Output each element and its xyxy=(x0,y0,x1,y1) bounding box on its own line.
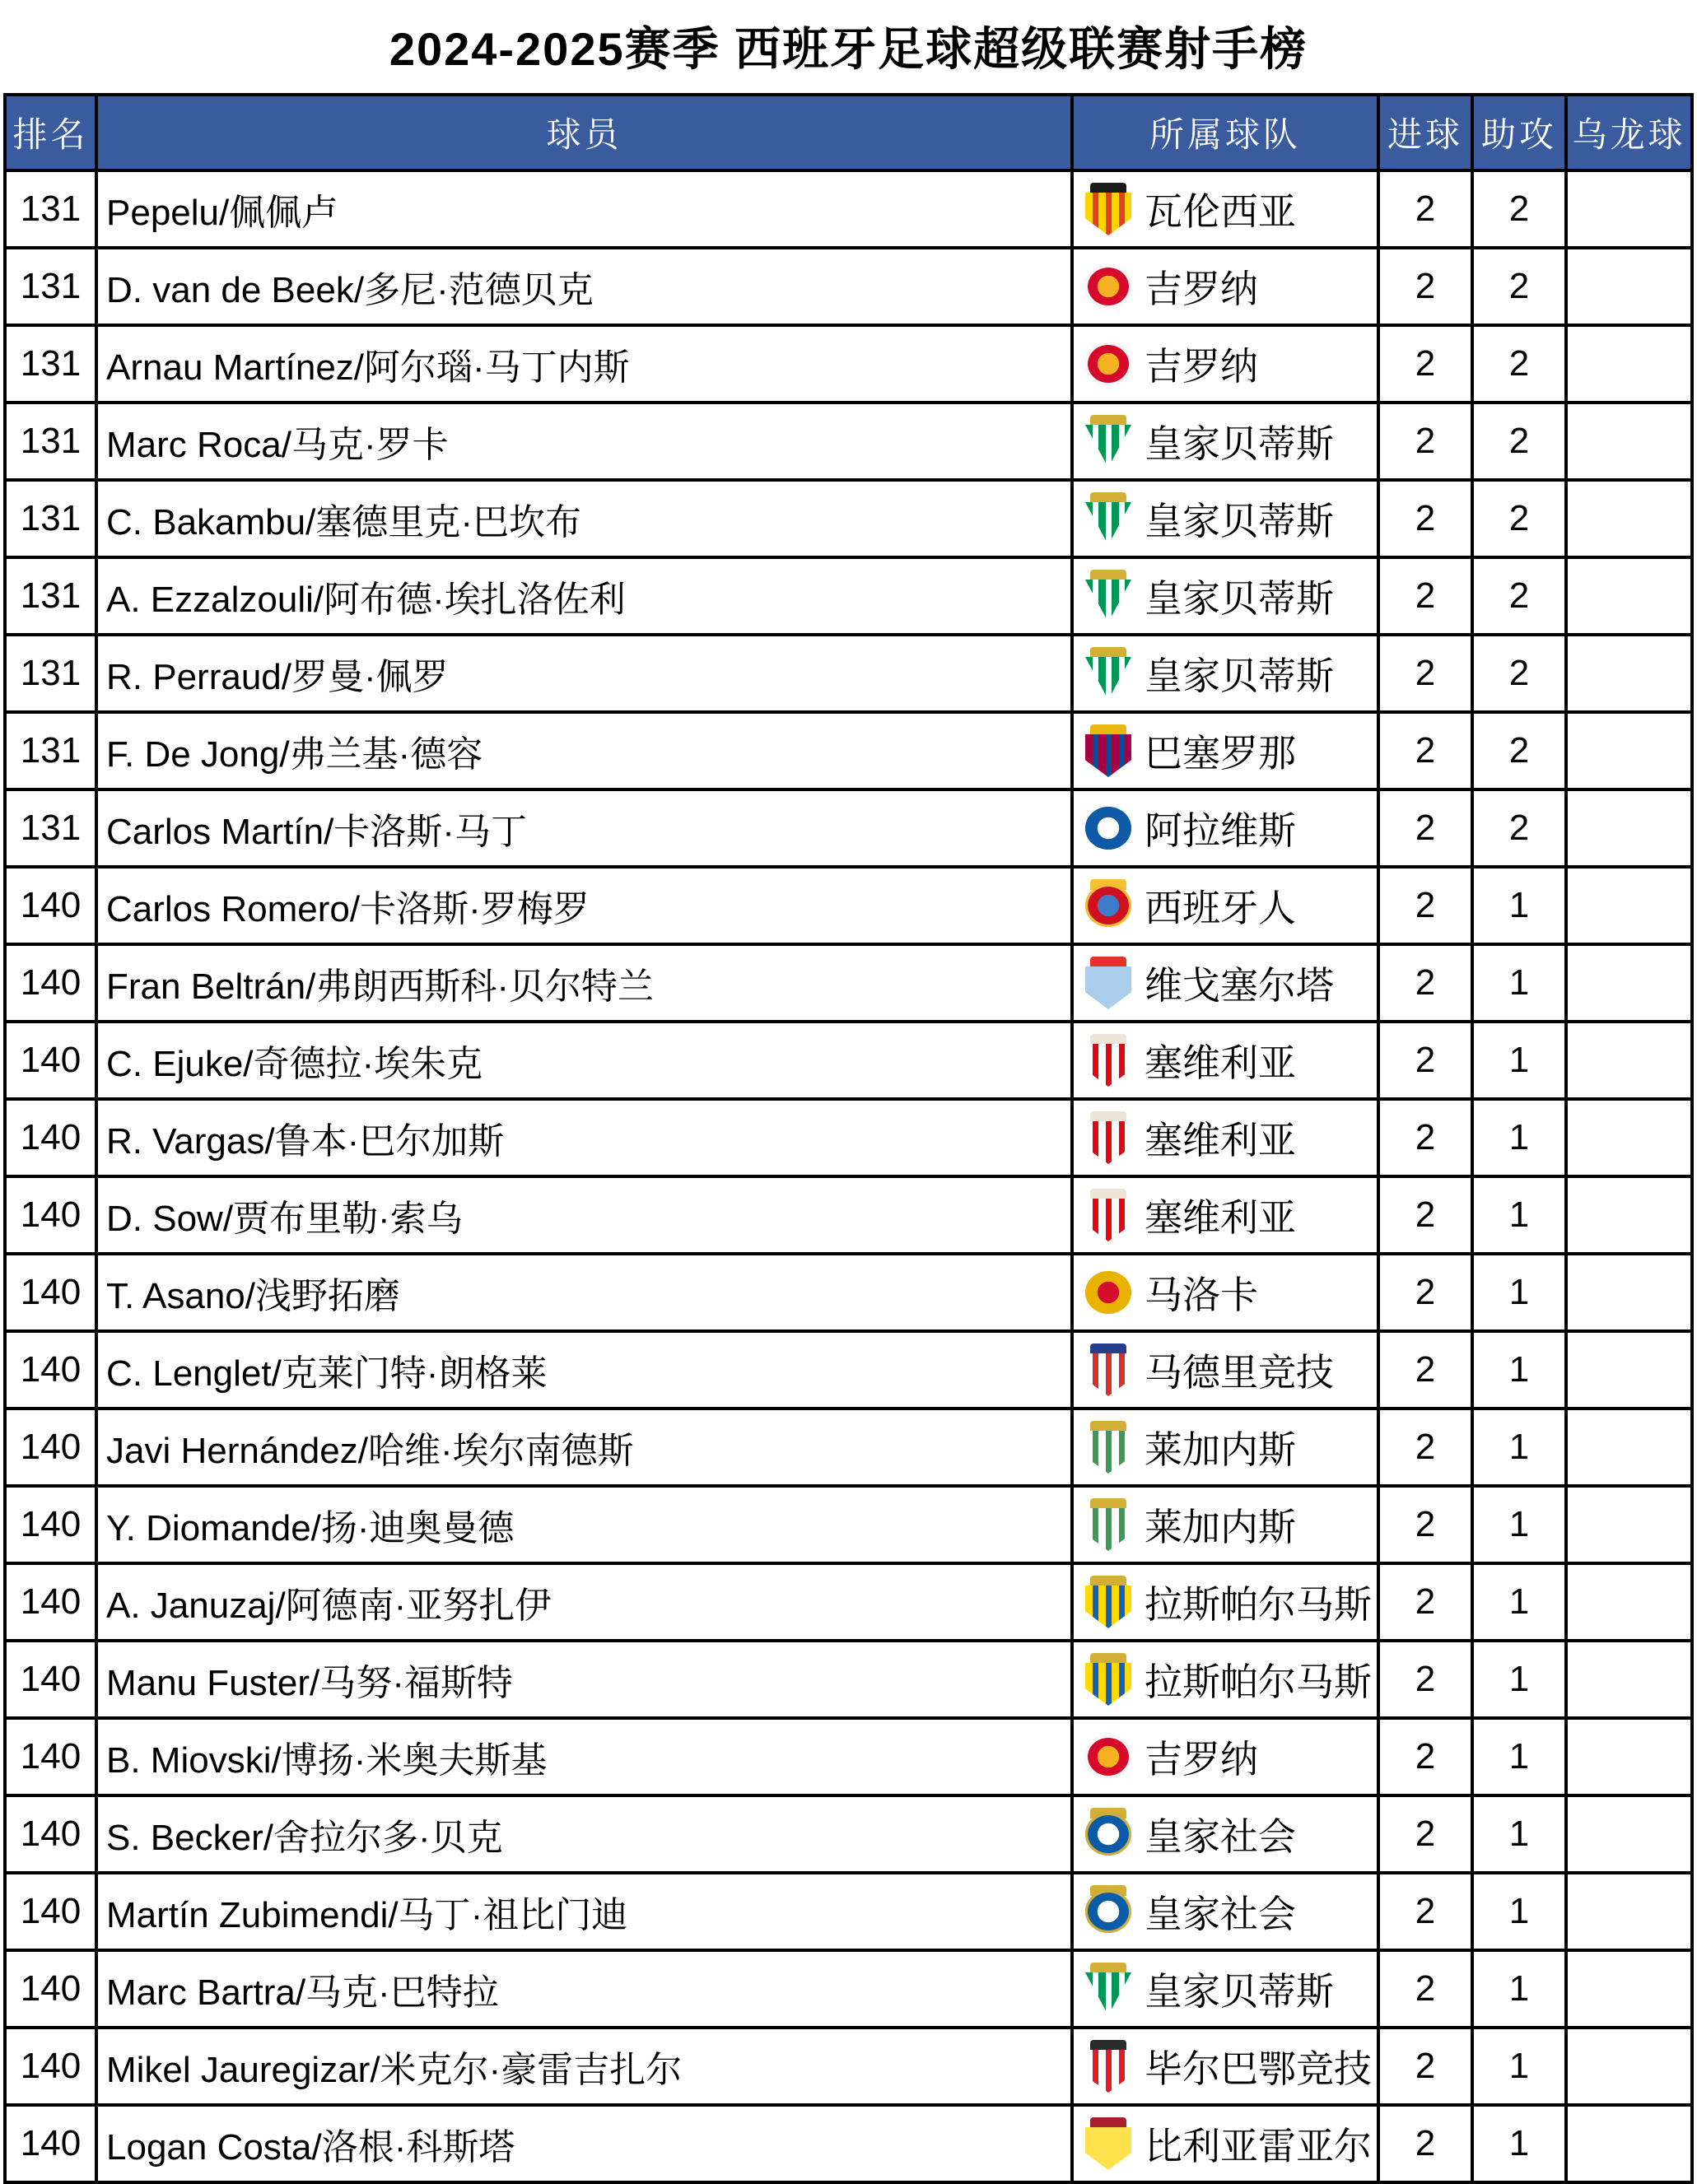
team-cell xyxy=(1074,1023,1380,1097)
assists-cell: 1 xyxy=(1474,1874,1568,1949)
own-goals-cell xyxy=(1568,1720,1690,1794)
table-row xyxy=(7,478,1690,556)
table-row xyxy=(7,710,1690,788)
goals-cell: 2 xyxy=(1380,249,1474,324)
own-goals-cell xyxy=(1568,1565,1690,1639)
team-name: 皇家社会 xyxy=(1145,1815,1296,1858)
sevilla-badge-icon xyxy=(1085,1111,1131,1164)
rank-cell: 131 xyxy=(7,482,98,556)
team-cell xyxy=(1074,636,1380,710)
own-goals-cell xyxy=(1568,636,1690,710)
own-goals-cell xyxy=(1568,2029,1690,2103)
team-name: 吉罗纳 xyxy=(1145,268,1258,310)
goals-cell: 2 xyxy=(1380,1797,1474,1871)
rank-cell: 140 xyxy=(7,1720,98,1794)
assists-cell: 1 xyxy=(1474,2107,1568,2181)
assists-cell: 1 xyxy=(1474,1565,1568,1639)
team-cell xyxy=(1074,404,1380,478)
goals-cell: 2 xyxy=(1380,791,1474,865)
goals-cell: 2 xyxy=(1380,1720,1474,1794)
player-cell: R. Perraud/罗曼·佩罗 xyxy=(98,636,1074,710)
team-name: 马德里竞技 xyxy=(1145,1351,1334,1394)
betis-badge-icon xyxy=(1085,492,1131,545)
assists-cell: 2 xyxy=(1474,404,1568,478)
team-cell xyxy=(1074,1565,1380,1639)
team-cell xyxy=(1074,482,1380,556)
leganes-badge-icon xyxy=(1085,1498,1131,1551)
rank-cell: 140 xyxy=(7,1874,98,1949)
player-cell: C. Bakambu/塞德里克·巴坎布 xyxy=(98,482,1074,556)
team-cell xyxy=(1074,1952,1380,2026)
celta-badge-icon xyxy=(1085,957,1131,1009)
table-row xyxy=(7,1329,1690,1407)
rank-cell: 131 xyxy=(7,327,98,401)
table-row xyxy=(7,1871,1690,1949)
player-cell: D. van de Beek/多尼·范德贝克 xyxy=(98,249,1074,324)
goals-cell: 2 xyxy=(1380,946,1474,1020)
assists-cell: 1 xyxy=(1474,1178,1568,1252)
team-cell xyxy=(1074,1101,1380,1175)
player-cell: A. Januzaj/阿德南·亚努扎伊 xyxy=(98,1565,1074,1639)
own-goals-cell xyxy=(1568,559,1690,633)
table-row xyxy=(7,2026,1690,2103)
goals-cell: 2 xyxy=(1380,172,1474,246)
team-name: 皇家贝蒂斯 xyxy=(1145,577,1334,620)
goals-cell: 2 xyxy=(1380,1565,1474,1639)
own-goals-cell xyxy=(1568,1488,1690,1562)
rank-cell: 131 xyxy=(7,791,98,865)
page-title: 2024-2025赛季 西班牙足球超级联赛射手榜 xyxy=(389,23,1308,75)
table-row xyxy=(7,556,1690,633)
own-goals-cell xyxy=(1568,1178,1690,1252)
goals-cell: 2 xyxy=(1380,1952,1474,2026)
table-row xyxy=(7,1562,1690,1639)
own-goals-cell xyxy=(1568,1410,1690,1484)
team-cell xyxy=(1074,172,1380,246)
goals-cell: 2 xyxy=(1380,1488,1474,1562)
assists-cell: 1 xyxy=(1474,1488,1568,1562)
assists-cell: 1 xyxy=(1474,1642,1568,1716)
team-cell xyxy=(1074,946,1380,1020)
betis-badge-icon xyxy=(1085,415,1131,468)
player-cell: Arnau Martínez/阿尔瑙·马丁内斯 xyxy=(98,327,1074,401)
own-goals-cell xyxy=(1568,1101,1690,1175)
goals-cell: 2 xyxy=(1380,1255,1474,1329)
own-goals-cell xyxy=(1568,791,1690,865)
team-name: 巴塞罗那 xyxy=(1145,732,1296,775)
goals-cell: 2 xyxy=(1380,482,1474,556)
player-cell: C. Ejuke/奇德拉·埃朱克 xyxy=(98,1023,1074,1097)
betis-badge-icon xyxy=(1085,647,1131,700)
rank-cell: 131 xyxy=(7,636,98,710)
team-name: 拉斯帕尔马斯 xyxy=(1145,1583,1372,1626)
assists-cell: 2 xyxy=(1474,636,1568,710)
rank-cell: 140 xyxy=(7,946,98,1020)
table-body xyxy=(7,169,1690,2181)
assists-cell: 2 xyxy=(1474,559,1568,633)
bilbao-badge-icon xyxy=(1085,2040,1131,2093)
table-header-row xyxy=(7,96,1690,169)
team-name: 吉罗纳 xyxy=(1145,1738,1258,1781)
rank-cell: 131 xyxy=(7,172,98,246)
player-cell: Marc Bartra/马克·巴特拉 xyxy=(98,1952,1074,2026)
rank-cell: 140 xyxy=(7,1488,98,1562)
header-goals: 进球 xyxy=(1380,96,1474,169)
assists-cell: 1 xyxy=(1474,2029,1568,2103)
goals-cell: 2 xyxy=(1380,327,1474,401)
team-cell xyxy=(1074,1797,1380,1871)
assists-cell: 2 xyxy=(1474,791,1568,865)
own-goals-cell xyxy=(1568,1642,1690,1716)
rank-cell: 140 xyxy=(7,1797,98,1871)
table-row xyxy=(7,324,1690,401)
header-rank: 排名 xyxy=(7,96,98,169)
team-name: 塞维利亚 xyxy=(1145,1119,1296,1162)
own-goals-cell xyxy=(1568,1874,1690,1949)
goals-cell: 2 xyxy=(1380,1410,1474,1484)
mallorca-badge-icon xyxy=(1085,1266,1131,1319)
table-row xyxy=(7,633,1690,710)
valencia-badge-icon xyxy=(1085,183,1131,235)
own-goals-cell xyxy=(1568,404,1690,478)
player-cell: Carlos Martín/卡洛斯·马丁 xyxy=(98,791,1074,865)
team-cell xyxy=(1074,249,1380,324)
own-goals-cell xyxy=(1568,249,1690,324)
table-row xyxy=(7,401,1690,478)
table-row xyxy=(7,2103,1690,2181)
team-name: 皇家贝蒂斯 xyxy=(1145,654,1334,697)
betis-badge-icon xyxy=(1085,570,1131,622)
team-name: 皇家社会 xyxy=(1145,1893,1296,1935)
own-goals-cell xyxy=(1568,1333,1690,1407)
team-name: 皇家贝蒂斯 xyxy=(1145,1970,1334,2013)
alaves-badge-icon xyxy=(1085,802,1131,855)
team-cell xyxy=(1074,2107,1380,2181)
rank-cell: 131 xyxy=(7,249,98,324)
rank-cell: 140 xyxy=(7,1178,98,1252)
team-name: 阿拉维斯 xyxy=(1145,809,1296,852)
player-cell: Y. Diomande/扬·迪奥曼德 xyxy=(98,1488,1074,1562)
team-cell xyxy=(1074,2029,1380,2103)
barcelona-badge-icon xyxy=(1085,724,1131,777)
goals-cell: 2 xyxy=(1380,1101,1474,1175)
rank-cell: 140 xyxy=(7,1255,98,1329)
assists-cell: 2 xyxy=(1474,249,1568,324)
header-own-goals: 乌龙球 xyxy=(1572,117,1686,155)
team-name: 毕尔巴鄂竞技 xyxy=(1145,2047,1372,2090)
laspalmas-badge-icon xyxy=(1085,1653,1131,1706)
team-name: 比利亚雷亚尔 xyxy=(1145,2125,1372,2168)
player-cell: B. Miovski/博扬·米奥夫斯基 xyxy=(98,1720,1074,1794)
header-team: 所属球队 xyxy=(1074,96,1380,169)
table-row xyxy=(7,1020,1690,1097)
table-row xyxy=(7,1716,1690,1794)
own-goals-cell xyxy=(1568,1797,1690,1871)
own-goals-cell xyxy=(1568,946,1690,1020)
player-cell: C. Lenglet/克莱门特·朗格莱 xyxy=(98,1333,1074,1407)
goals-cell: 2 xyxy=(1380,2107,1474,2181)
player-cell: D. Sow/贾布里勒·索乌 xyxy=(98,1178,1074,1252)
team-cell xyxy=(1074,791,1380,865)
assists-cell: 2 xyxy=(1474,172,1568,246)
team-cell xyxy=(1074,559,1380,633)
player-cell: Marc Roca/马克·罗卡 xyxy=(98,404,1074,478)
header-player: 球员 xyxy=(98,96,1074,169)
player-cell: S. Becker/舍拉尔多·贝克 xyxy=(98,1797,1074,1871)
table-row xyxy=(7,943,1690,1020)
table-row xyxy=(7,1639,1690,1716)
scorers-table xyxy=(3,93,1694,2184)
team-cell xyxy=(1074,1642,1380,1716)
team-name: 莱加内斯 xyxy=(1145,1428,1296,1471)
team-cell xyxy=(1074,868,1380,943)
leganes-badge-icon xyxy=(1085,1421,1131,1474)
player-cell: Carlos Romero/卡洛斯·罗梅罗 xyxy=(98,868,1074,943)
rank-cell: 140 xyxy=(7,2107,98,2181)
table-row xyxy=(7,788,1690,865)
table-row xyxy=(7,169,1690,246)
team-name: 拉斯帕尔马斯 xyxy=(1145,1660,1372,1703)
assists-cell: 1 xyxy=(1474,1952,1568,2026)
assists-cell: 1 xyxy=(1474,1255,1568,1329)
team-name: 塞维利亚 xyxy=(1145,1196,1296,1239)
goals-cell: 2 xyxy=(1380,1178,1474,1252)
own-goals-cell xyxy=(1568,2107,1690,2181)
player-cell: Mikel Jauregizar/米克尔·豪雷吉扎尔 xyxy=(98,2029,1074,2103)
assists-cell: 1 xyxy=(1474,1797,1568,1871)
assists-cell: 1 xyxy=(1474,1333,1568,1407)
team-name: 瓦伦西亚 xyxy=(1145,190,1296,233)
player-cell: Logan Costa/洛根·科斯塔 xyxy=(98,2107,1074,2181)
team-name: 吉罗纳 xyxy=(1145,345,1258,388)
rank-cell: 140 xyxy=(7,1642,98,1716)
rank-cell: 131 xyxy=(7,714,98,788)
assists-cell: 2 xyxy=(1474,482,1568,556)
rank-cell: 140 xyxy=(7,1101,98,1175)
sevilla-badge-icon xyxy=(1085,1034,1131,1087)
girona-badge-icon xyxy=(1085,338,1131,390)
girona-badge-icon xyxy=(1085,260,1131,313)
player-cell: Martín Zubimendi/马丁·祖比门迪 xyxy=(98,1874,1074,1949)
goals-cell: 2 xyxy=(1380,1333,1474,1407)
sevilla-badge-icon xyxy=(1085,1189,1131,1241)
own-goals-cell xyxy=(1568,327,1690,401)
table-row xyxy=(7,1794,1690,1871)
player-cell: R. Vargas/鲁本·巴尔加斯 xyxy=(98,1101,1074,1175)
betis-badge-icon xyxy=(1085,1963,1131,2015)
own-goals-cell xyxy=(1568,1255,1690,1329)
team-cell xyxy=(1074,1720,1380,1794)
assists-cell: 1 xyxy=(1474,868,1568,943)
goals-cell: 2 xyxy=(1380,1023,1474,1097)
rank-cell: 140 xyxy=(7,1952,98,2026)
own-goals-cell xyxy=(1568,172,1690,246)
team-name: 塞维利亚 xyxy=(1145,1041,1296,1084)
team-name: 皇家贝蒂斯 xyxy=(1145,422,1334,465)
team-cell xyxy=(1074,1255,1380,1329)
rank-cell: 140 xyxy=(7,868,98,943)
table-row xyxy=(7,1097,1690,1175)
rank-cell: 140 xyxy=(7,1023,98,1097)
atletico-badge-icon xyxy=(1085,1343,1131,1396)
goals-cell: 2 xyxy=(1380,636,1474,710)
player-cell: Manu Fuster/马努·福斯特 xyxy=(98,1642,1074,1716)
goals-cell: 2 xyxy=(1380,868,1474,943)
player-cell: T. Asano/浅野拓磨 xyxy=(98,1255,1074,1329)
table-row xyxy=(7,1175,1690,1252)
team-cell xyxy=(1074,327,1380,401)
table-row xyxy=(7,1949,1690,2026)
goals-cell: 2 xyxy=(1380,714,1474,788)
laspalmas-badge-icon xyxy=(1085,1576,1131,1628)
sociedad-badge-icon xyxy=(1085,1885,1131,1938)
rank-cell: 131 xyxy=(7,404,98,478)
goals-cell: 2 xyxy=(1380,2029,1474,2103)
goals-cell: 2 xyxy=(1380,559,1474,633)
assists-cell: 1 xyxy=(1474,946,1568,1020)
rank-cell: 140 xyxy=(7,2029,98,2103)
player-cell: F. De Jong/弗兰基·德容 xyxy=(98,714,1074,788)
assists-cell: 2 xyxy=(1474,714,1568,788)
player-cell: A. Ezzalzouli/阿布德·埃扎洛佐利 xyxy=(98,559,1074,633)
header-assists: 助攻 xyxy=(1474,96,1568,169)
sociedad-badge-icon xyxy=(1085,1808,1131,1860)
table-row xyxy=(7,1407,1690,1484)
rank-cell: 140 xyxy=(7,1410,98,1484)
goals-cell: 2 xyxy=(1380,1874,1474,1949)
team-name: 马洛卡 xyxy=(1145,1274,1258,1316)
espanyol-badge-icon xyxy=(1085,879,1131,932)
player-cell: Fran Beltrán/弗朗西斯科·贝尔特兰 xyxy=(98,946,1074,1020)
assists-cell: 2 xyxy=(1474,327,1568,401)
own-goals-cell xyxy=(1568,482,1690,556)
assists-cell: 1 xyxy=(1474,1023,1568,1097)
player-cell: Javi Hernández/哈维·埃尔南德斯 xyxy=(98,1410,1074,1484)
table-row xyxy=(7,246,1690,324)
team-cell xyxy=(1074,1178,1380,1252)
team-cell xyxy=(1074,1874,1380,1949)
table-row xyxy=(7,1252,1690,1329)
team-cell xyxy=(1074,714,1380,788)
goals-cell: 2 xyxy=(1380,1642,1474,1716)
assists-cell: 1 xyxy=(1474,1101,1568,1175)
team-name: 皇家贝蒂斯 xyxy=(1145,500,1334,543)
villarreal-badge-icon xyxy=(1085,2117,1131,2170)
own-goals-cell xyxy=(1568,1023,1690,1097)
assists-cell: 1 xyxy=(1474,1410,1568,1484)
team-cell xyxy=(1074,1333,1380,1407)
team-cell xyxy=(1074,1410,1380,1484)
team-name: 莱加内斯 xyxy=(1145,1506,1296,1548)
girona-badge-icon xyxy=(1085,1730,1131,1783)
assists-cell: 1 xyxy=(1474,1720,1568,1794)
rank-cell: 140 xyxy=(7,1565,98,1639)
player-cell: Pepelu/佩佩卢 xyxy=(98,172,1074,246)
own-goals-cell xyxy=(1568,1952,1690,2026)
rank-cell: 140 xyxy=(7,1333,98,1407)
goals-cell: 2 xyxy=(1380,404,1474,478)
team-name: 维戈塞尔塔 xyxy=(1145,964,1334,1007)
own-goals-cell xyxy=(1568,714,1690,788)
team-cell xyxy=(1074,1488,1380,1562)
table-row xyxy=(7,1484,1690,1562)
rank-cell: 131 xyxy=(7,559,98,633)
table-row xyxy=(7,865,1690,943)
team-name: 西班牙人 xyxy=(1145,887,1296,929)
own-goals-cell xyxy=(1568,868,1690,943)
